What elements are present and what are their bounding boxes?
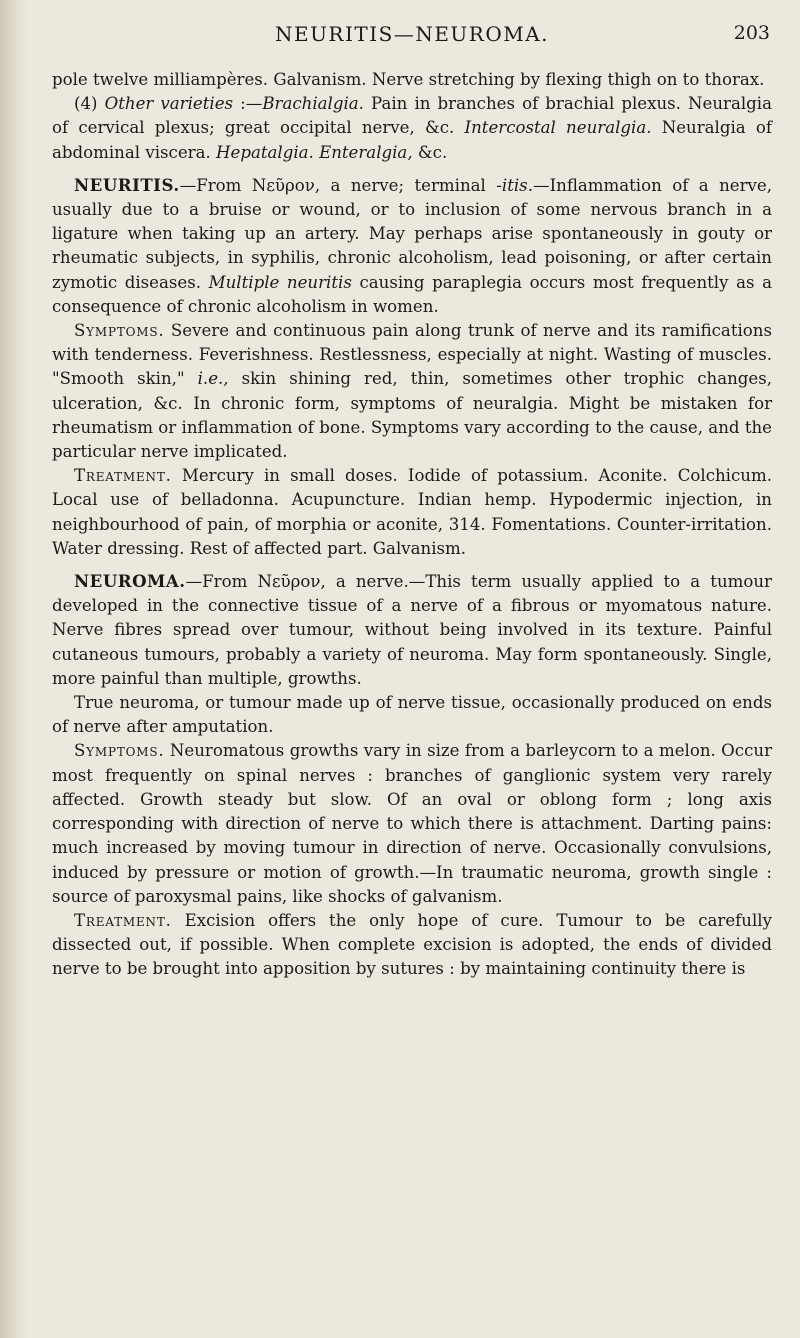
running-head: NEURITIS—NEUROMA. <box>274 22 550 46</box>
neuritis-treatment-label: Treatment. <box>74 466 172 486</box>
neuritis-treatment <box>52 464 772 561</box>
page-gutter-shadow <box>0 0 28 1338</box>
intro-line-1: pole twelve milliampères. Galvanism. Nerve stretching by flexing thigh on to thorax. <box>52 70 765 89</box>
neuroma-symptoms-text: Neuromatous growths vary in size from a barleycorn to a melon. Occur most frequently on spinal nerves : branches of ganglionic system very rarely affected. Growth steady but slow. Of an oval or oblong form ; long axis corresponding with direction of nerve to which there is attachment. Darting pains: much increased by moving tumour in direction of nerve. Occasionally convulsions, induced by pressure or motion of growth.—In traumatic neuroma, growth single : source of paroxysmal pains, like shocks of galvanism. <box>52 741 772 906</box>
page-number: 203 <box>733 22 770 44</box>
neuritis-entry <box>52 173 772 319</box>
abdominal-text: Neuralgia of abdominal viscera. <box>52 118 773 162</box>
neuritis-symptoms-text: Severe and continuous pain along trunk of nerve and its ramifications with tenderness. Feverishness. Restlessness, especially at night. Wasting of muscles. "Smooth skin," <box>52 321 772 389</box>
neuritis-treatment-text: Mercury in small doses. Iodide of potassium. Aconite. Colchicum. Local use of belladonna. Acupuncture. Indian hemp. Hypodermic injection, in neighbourhood of pain, of morphia or aconite, 314. Fomentations. Counter-irritation. Water dressing. Rest of affected part. Galvanism. <box>52 466 772 558</box>
neuroma-symptoms <box>52 739 772 908</box>
neuroma-entry <box>52 569 772 691</box>
itis-suffix: -itis. <box>496 175 533 195</box>
neuroma-treatment <box>52 909 772 982</box>
ie-abbrev: i.e., <box>197 369 229 389</box>
intro-paragraph <box>52 68 772 92</box>
true-neuroma-paragraph <box>52 691 772 739</box>
neuroma-treatment-text: Excision offers the only hope of cure. Tumour to be carefully dissected out, if possible. When complete excision is adopted, the ends of divided nerve to be brought into apposition by sutures : by maintaining continuity there is <box>52 910 772 979</box>
etc-text: &c. <box>412 142 448 162</box>
neuritis-definition: —Inflammation of a nerve, usually due to a bruise or wound, or to inclusion of some nervous branch in a ligature when taking up an artery. May perhaps arise spontaneously in gouty or rheumatic subjects, in syphilis, chronic alcoholism, lead poisoning, or after certain zymotic diseases. <box>52 175 772 292</box>
page-header <box>52 22 772 62</box>
variety-number: (4) <box>74 94 105 114</box>
neuritis-etymology: —From Νεῦρον, a nerve; terminal <box>179 175 497 195</box>
book-page <box>52 22 772 982</box>
dash: :— <box>233 94 263 114</box>
other-varieties-label: Other varieties <box>104 94 234 114</box>
true-neuroma-text: True neuroma, or tumour made up of nerve tissue, occasionally produced on ends of nerve after amputation. <box>52 693 772 737</box>
multiple-neuritis-term: Multiple neuritis <box>208 272 352 292</box>
brachialgia-text: Pain in branches of brachial plexus. Neuralgia of cervical plexus; great occipital nerve, &c. <box>52 94 773 138</box>
neuroma-heading: NEUROMA. <box>74 571 186 592</box>
neuroma-definition: —From Νεῦρον, a nerve.—This term usually applied to a tumour developed in the connective tissue of a nerve of a fibrous or myomatous nature. Nerve fibres spread over tumour, without being involved in its texture. Painful cutaneous tumours, probably a variety of neuroma. May form spontaneously. Single, more painful than multiple, growths. <box>52 572 772 688</box>
neuritis-symptoms-text-2: skin shining red, thin, sometimes other trophic changes, ulceration, &c. In chronic form, symptoms of neuralgia. Might be mistaken for rheumatism or inflammation of bone. Symptoms vary according to the cause, and the particular nerve implicated. <box>52 369 773 462</box>
neuritis-symptoms-label: Symptoms. <box>74 321 165 341</box>
neuritis-heading: NEURITIS. <box>74 174 180 195</box>
brachialgia-term: Brachialgia. <box>262 94 364 114</box>
neuroma-treatment-label: Treatment. <box>74 910 172 930</box>
hepatalgia-term: Hepatalgia. Enteralgia, <box>216 142 413 162</box>
neuritis-definition-end: causing paraplegia occurs most frequently as a consequence of chronic alcoholism in women. <box>52 272 772 316</box>
intercostal-term: Intercostal neuralgia. <box>464 118 652 138</box>
neuritis-symptoms <box>52 319 772 464</box>
neuroma-symptoms-label: Symptoms. <box>74 741 165 761</box>
other-varieties-paragraph <box>52 92 772 165</box>
